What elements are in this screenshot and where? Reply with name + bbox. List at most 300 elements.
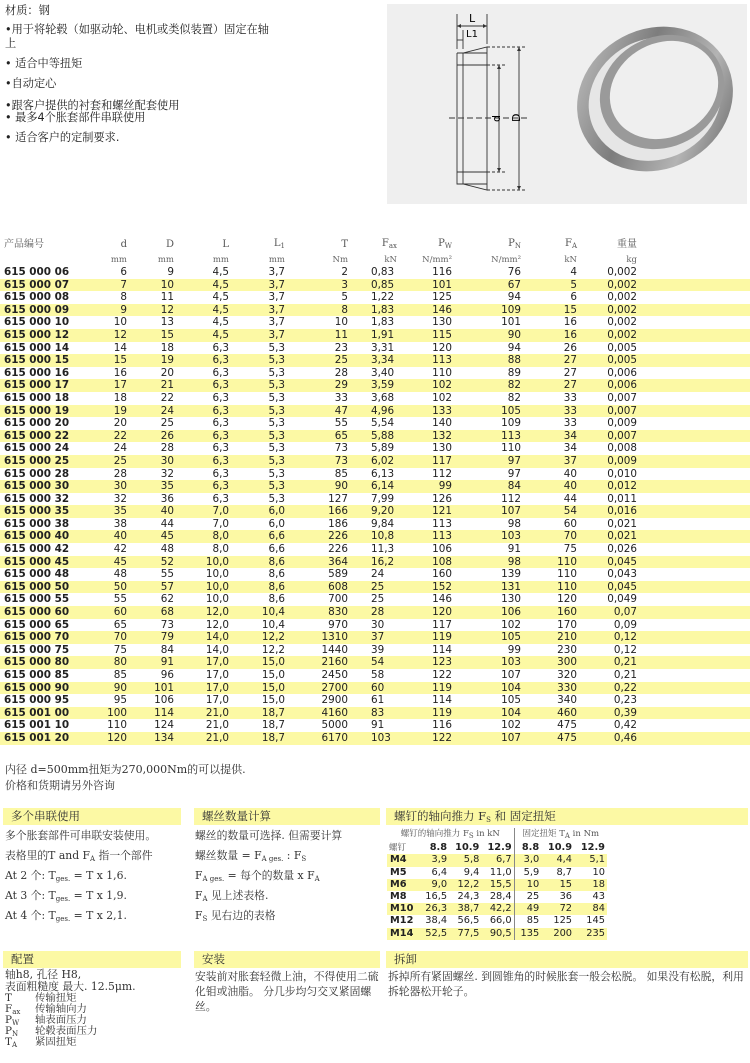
table-row (0, 430, 750, 443)
table-row (0, 354, 750, 367)
cell-d: 110 (107, 719, 127, 732)
cell-Pn: 104 (453, 707, 522, 720)
cell-d: 95 (113, 694, 127, 707)
cell-L1: 18,7 (230, 732, 286, 745)
cell-Fa: 460 (522, 707, 578, 720)
cap-force: 螺钉的轴向推力 $F_S$ in kN (387, 828, 514, 842)
material-text: 材质：钢 (5, 4, 50, 17)
cell-weight: 0,002 (607, 316, 637, 329)
cell-D: 106 (154, 694, 174, 707)
unit-Fax: kN (384, 255, 397, 265)
cell-L: 4,5 (175, 329, 230, 342)
cell-T: 1310 (286, 631, 349, 644)
cell-Fax: 4,96 (349, 405, 398, 418)
cell-Fa: 37 (522, 455, 578, 468)
cell-L: 21,0 (175, 732, 230, 745)
cell-Pw: 140 (432, 417, 452, 430)
screw-value: 84 (574, 903, 607, 915)
series-line-1: 多个胀套部件可串联安装使用。 (5, 829, 157, 842)
series-panel-title: 多个串联使用 (3, 808, 181, 825)
screw-value: 6,7 (481, 854, 514, 866)
remove-text: 拆掉所有紧固螺丝. 到圆锥角的时候胀套一般会松脱。 如果没有松脱，利用拆轮器松开轮子。 (388, 970, 744, 998)
cell-Pn: 101 (501, 316, 521, 329)
screw-value: 52,5 (420, 928, 450, 940)
cell-Fax: 39 (371, 643, 385, 656)
cell-Fa: 230 (557, 643, 577, 656)
table-row (0, 669, 750, 682)
cell-L1: 3,7 (230, 329, 286, 342)
cell-weight: 0,007 (607, 391, 637, 404)
cell-d: 35 (98, 505, 128, 518)
legend-Pw: $P_W$ 轴表面压力 (5, 1014, 87, 1027)
cell-Pn: 109 (501, 417, 521, 430)
cell-Pw: 146 (432, 593, 452, 606)
header-L: L (222, 239, 229, 250)
screw-value: 10 (514, 879, 541, 891)
screw-size: M8 (390, 891, 407, 903)
table-row (0, 719, 750, 732)
cell-L: 4,5 (175, 304, 230, 317)
cell-Pn: 82 (507, 391, 521, 404)
note-line-2: 价格和货期请另外咨询 (5, 779, 115, 792)
cell-weight: 0,016 (578, 505, 638, 518)
cell-L: 6,3 (212, 391, 229, 404)
cell-D: 68 (128, 606, 175, 619)
cell-Pw: 114 (432, 643, 452, 656)
cell-T: 90 (286, 480, 349, 493)
cell-L: 17,0 (205, 694, 229, 707)
cell-D: 25 (160, 417, 174, 430)
cell-Pw: 146 (398, 304, 453, 317)
cell-weight: 0,002 (607, 291, 637, 304)
series-line-2: 表格里的T and $F_A$ 指一个部件 (5, 849, 153, 863)
screwcalc-line-4: $F_A$ 见上述表格. (195, 889, 269, 903)
unit-L: mm (212, 255, 229, 265)
screw-value: 235 (574, 928, 607, 940)
screwcalc-line-2: 螺丝数量 = $F_{A ges.}$ : $F_S$ (195, 849, 307, 863)
cell-Fa: 26 (563, 341, 577, 354)
cell-d: 30 (98, 480, 128, 493)
cell-Fax: 1,91 (349, 329, 398, 342)
cell-weight: 0,045 (578, 556, 638, 569)
cell-L1: 5,3 (230, 455, 286, 468)
table-row (0, 342, 750, 355)
cell-Fax: 83 (349, 707, 398, 720)
cell-T: 127 (328, 492, 348, 505)
cell-Pn: 88 (453, 354, 522, 367)
cell-Pn: 109 (453, 304, 522, 317)
cell-L: 17,0 (175, 656, 230, 669)
table-row (0, 379, 750, 392)
cell-Fax: 0,85 (349, 279, 398, 292)
header-L1: $L_1$ (273, 238, 285, 250)
cell-L1: 3,7 (268, 291, 285, 304)
cell-weight: 0,043 (607, 568, 637, 581)
cell-d: 18 (113, 391, 127, 404)
cell-Pn: 130 (501, 593, 521, 606)
cell-d: 25 (98, 455, 128, 468)
cell-weight: 0,012 (578, 480, 638, 493)
cell-Pw: 101 (398, 279, 453, 292)
cell-code: 615 000 20 (4, 417, 70, 430)
cell-L: 6,3 (175, 405, 230, 418)
cell-Pw: 117 (398, 455, 453, 468)
cell-L: 21,0 (205, 719, 229, 732)
cell-Fa: 6 (570, 291, 577, 304)
cell-L1: 3,7 (230, 304, 286, 317)
cell-L: 6,3 (212, 467, 229, 480)
screw-value: 10 (592, 866, 605, 878)
cell-weight: 0,006 (578, 379, 638, 392)
screwcalc-panel-title: 螺丝数量计算 (194, 808, 380, 825)
cell-D: 26 (128, 430, 175, 443)
cell-L: 4,5 (212, 291, 229, 304)
bullet-2: • 适合中等扭矩 (5, 57, 83, 70)
cell-Fax: 3,40 (371, 366, 395, 379)
cell-Fax: 60 (349, 682, 398, 695)
table-row (0, 291, 750, 304)
cell-Pn: 84 (453, 480, 522, 493)
cell-T: 85 (334, 467, 348, 480)
bullet-5: • 最多4个胀套部件串联使用 (5, 111, 146, 124)
cell-Fax: 7,99 (371, 492, 395, 505)
screwcalc-line-3: $F_{A ges.}$ = 每个的数量 x $F_A$ (195, 869, 320, 883)
cross-section-drawing (387, 4, 747, 204)
cell-Fa: 110 (522, 581, 578, 594)
cell-d: 16 (113, 366, 127, 379)
cell-D: 101 (128, 682, 175, 695)
header-Fax: $F_{ax}$ (381, 238, 397, 250)
cell-L: 7,0 (212, 517, 229, 530)
cell-Pw: 114 (432, 694, 452, 707)
cell-D: 28 (160, 442, 174, 455)
cell-T: 73 (286, 455, 349, 468)
cell-Pn: 112 (501, 492, 521, 505)
table-row (0, 656, 750, 669)
cell-D: 11 (160, 291, 174, 304)
grade-force-8-8: 8.8 (429, 842, 448, 854)
cell-Pw: 122 (398, 732, 453, 745)
table-row (0, 392, 750, 405)
cell-L: 8,0 (175, 530, 230, 543)
cell-Pn: 90 (453, 329, 522, 342)
product-table (0, 236, 750, 745)
cell-code: 615 000 28 (4, 467, 70, 480)
cell-L1: 5,3 (230, 430, 286, 443)
cell-L1: 15,0 (261, 694, 285, 707)
cell-Fax: 3,68 (371, 391, 395, 404)
cell-Pn: 76 (507, 266, 521, 278)
table-row (0, 266, 750, 279)
cell-T: 10 (334, 316, 348, 329)
bullet-3: •自动定心 (5, 77, 57, 90)
cell-D: 40 (128, 505, 175, 518)
cell-weight: 0,007 (578, 430, 638, 443)
cell-Pw: 130 (432, 442, 452, 455)
cell-Pn: 105 (501, 694, 521, 707)
cell-Fax: 0,83 (371, 266, 395, 278)
cell-d: 9 (98, 304, 128, 317)
cell-L: 6,3 (212, 341, 229, 354)
header-Fa: $F_A$ (564, 238, 577, 250)
table-row (0, 493, 750, 506)
cell-L1: 3,7 (230, 279, 286, 292)
cell-Pw: 132 (398, 430, 453, 443)
cell-Pn: 102 (501, 719, 521, 732)
cell-weight: 0,22 (578, 682, 638, 695)
cell-T: 5 (341, 291, 348, 304)
cell-D: 45 (128, 530, 175, 543)
table-row (0, 581, 750, 594)
cell-L: 6,3 (175, 455, 230, 468)
product-drawing-panel (387, 4, 747, 204)
header-Pn: $P_N$ (508, 238, 521, 250)
cell-L1: 5,3 (268, 417, 285, 430)
cell-Pw: 120 (398, 606, 453, 619)
cell-L: 6,3 (212, 492, 229, 505)
unit-D: mm (157, 255, 174, 265)
table-row (0, 316, 750, 329)
screw-value: 42,2 (481, 903, 514, 915)
cell-code: 615 000 38 (4, 517, 70, 530)
screw-value: 5,1 (574, 854, 607, 866)
cell-Pn: 104 (453, 682, 522, 695)
cell-T: 2 (341, 266, 348, 278)
screwforce-table (387, 828, 607, 940)
cell-weight: 0,002 (607, 266, 637, 278)
table-row (0, 442, 750, 455)
cell-T: 1440 (321, 643, 348, 656)
cell-d: 32 (113, 492, 127, 505)
cell-code: 615 000 22 (0, 430, 98, 443)
cell-weight: 0,010 (607, 467, 637, 480)
cell-Pw: 133 (398, 405, 453, 418)
cell-Pw: 113 (432, 517, 452, 530)
intro-section (5, 4, 385, 151)
screw-value: 3,9 (420, 854, 450, 866)
cell-Fa: 210 (522, 631, 578, 644)
header-weight: 重量 (617, 239, 637, 250)
cell-L: 6,3 (175, 354, 230, 367)
cell-L: 6,3 (212, 442, 229, 455)
cell-Pw: 116 (432, 719, 452, 732)
cell-d: 6 (120, 266, 127, 278)
cell-Fa: 340 (557, 694, 577, 707)
size-note (5, 762, 246, 794)
cell-L: 14,0 (175, 631, 230, 644)
cell-Pw: 121 (398, 505, 453, 518)
cell-T: 2160 (286, 656, 349, 669)
table-row (0, 644, 750, 657)
cell-Fa: 475 (522, 732, 578, 745)
cell-Pn: 98 (507, 517, 521, 530)
cell-D: 21 (128, 379, 175, 392)
cell-Fax: 16,2 (349, 556, 398, 569)
cell-Fax: 37 (349, 631, 398, 644)
cell-Fax: 5,54 (371, 417, 395, 430)
cell-T: 970 (328, 618, 348, 631)
cell-Fax: 6,02 (349, 455, 398, 468)
cell-D: 9 (167, 266, 174, 278)
cell-d: 10 (113, 316, 127, 329)
cell-Fa: 160 (522, 606, 578, 619)
cell-Fa: 300 (522, 656, 578, 669)
cell-code: 615 000 24 (4, 442, 70, 455)
bullet-1: •用于将轮毂（如驱动轮、电机或类似装置）固定在轴上 (5, 23, 269, 50)
cell-T: 8 (286, 304, 349, 317)
cell-code: 615 000 65 (4, 618, 70, 631)
cell-code: 615 000 17 (0, 379, 98, 392)
cell-Fa: 170 (557, 618, 577, 631)
cell-Fax: 1,22 (371, 291, 395, 304)
cell-d: 55 (113, 593, 127, 606)
screw-value: 11,0 (481, 867, 514, 879)
cell-D: 35 (128, 480, 175, 493)
cell-weight: 0,021 (578, 530, 638, 543)
cell-D: 13 (160, 316, 174, 329)
cell-Pw: 112 (432, 467, 452, 480)
cell-Pn: 102 (501, 618, 521, 631)
cell-L1: 12,2 (261, 643, 285, 656)
cell-code: 615 000 09 (0, 304, 98, 317)
cell-weight: 0,008 (607, 442, 637, 455)
cell-Fa: 33 (522, 405, 578, 418)
grade-force-10-9: 10.9 (455, 842, 480, 854)
cell-Pw: 102 (398, 379, 453, 392)
cell-weight: 0,002 (578, 279, 638, 292)
cell-L1: 5,3 (268, 341, 285, 354)
screw-size: M10 (387, 903, 420, 915)
legend-T: T 传输扭矩 (5, 992, 77, 1004)
screw-value: 3,0 (514, 854, 541, 866)
cell-D: 32 (160, 467, 174, 480)
cell-code: 615 000 75 (4, 643, 70, 656)
cell-L1: 6,6 (268, 543, 285, 556)
screw-value: 72 (541, 903, 574, 915)
cell-d: 70 (98, 631, 128, 644)
bullet-4: •跟客户提供的衬套和螺丝配套使用 (5, 99, 180, 112)
cell-d: 20 (113, 417, 127, 430)
screw-value: 28,4 (481, 891, 514, 903)
screw-value: 26,3 (420, 903, 450, 915)
cell-d: 80 (98, 656, 128, 669)
cell-weight: 0,07 (578, 606, 638, 619)
cell-Pw: 125 (432, 291, 452, 304)
cell-weight: 0,011 (607, 492, 637, 505)
cell-d: 50 (98, 581, 128, 594)
cell-Fax: 91 (371, 719, 385, 732)
cell-Fax: 103 (349, 732, 398, 745)
cell-T: 6170 (286, 732, 349, 745)
cell-code: 615 000 19 (0, 405, 98, 418)
cell-code: 615 000 12 (0, 329, 98, 342)
screw-value: 38,7 (449, 903, 481, 915)
screw-value: 145 (586, 915, 605, 927)
table-row (0, 543, 750, 556)
cell-Pn: 107 (453, 732, 522, 745)
cell-weight: 0,009 (607, 417, 637, 430)
series-line-3: At 2 个: $T_{ges.} = T$ x 1,6. (5, 869, 127, 883)
ring-photo (552, 4, 747, 198)
cell-T: 47 (286, 405, 349, 418)
cell-D: 20 (160, 366, 174, 379)
screw-col-header: 螺钉 (389, 843, 407, 854)
cell-L: 4,5 (175, 279, 230, 292)
cell-Pn: 82 (453, 379, 522, 392)
cell-code: 615 000 25 (0, 455, 98, 468)
screw-value: 25 (526, 891, 540, 903)
series-line-5: At 4 个: $T_{ges.} = T$ x 2,1. (5, 909, 127, 923)
cell-Fax: 61 (371, 694, 385, 707)
cell-Fa: 27 (563, 366, 577, 379)
cell-L: 6,3 (175, 430, 230, 443)
cell-D: 73 (160, 618, 174, 631)
cell-d: 19 (98, 405, 128, 418)
cell-Pn: 107 (453, 505, 522, 518)
table-row (0, 367, 750, 380)
cell-code: 615 000 42 (4, 543, 70, 556)
cell-Pn: 105 (453, 631, 522, 644)
cell-L1: 6,0 (268, 517, 285, 530)
cell-L1: 5,3 (268, 391, 285, 404)
cell-L: 17,0 (175, 682, 230, 695)
cell-Fa: 16 (563, 316, 577, 329)
cell-Fa: 27 (522, 379, 578, 392)
screw-size: M6 (387, 879, 420, 891)
cell-d: 40 (98, 530, 128, 543)
screw-value: 6,4 (431, 866, 448, 878)
cell-Pn: 94 (507, 341, 521, 354)
cell-weight: 0,002 (578, 304, 638, 317)
table-row (0, 606, 750, 619)
unit-Fa: kN (564, 255, 577, 265)
cell-weight: 0,007 (578, 405, 638, 418)
screw-value: 5,9 (523, 866, 540, 878)
cell-L1: 8,6 (268, 593, 285, 606)
cell-Fa: 33 (563, 391, 577, 404)
cell-Pn: 97 (507, 467, 521, 480)
screw-value: 85 (526, 915, 540, 927)
cell-Fax: 3,59 (349, 379, 398, 392)
cell-weight: 0,12 (578, 631, 638, 644)
cell-code: 615 000 80 (0, 656, 98, 669)
cell-L: 10,0 (175, 556, 230, 569)
cell-T: 33 (334, 391, 348, 404)
cell-D: 48 (160, 543, 174, 556)
cell-Fa: 70 (522, 530, 578, 543)
screw-value: 90,5 (481, 928, 514, 940)
cell-L1: 8,6 (230, 581, 286, 594)
cell-L: 14,0 (205, 643, 229, 656)
screw-value: 38,4 (425, 915, 448, 927)
cell-code: 615 000 16 (4, 366, 70, 379)
cell-code: 615 000 14 (4, 341, 70, 354)
table-row (0, 505, 750, 518)
screw-value: 49 (514, 903, 541, 915)
screw-row (387, 867, 607, 879)
cell-Pw: 119 (398, 707, 453, 720)
cell-T: 65 (286, 430, 349, 443)
cell-Pw: 160 (432, 568, 452, 581)
cell-weight: 0,09 (613, 618, 637, 631)
header-D: D (165, 239, 174, 250)
cell-d: 65 (113, 618, 127, 631)
cell-L1: 15,0 (230, 682, 286, 695)
cell-L1: 6,6 (230, 530, 286, 543)
cell-L: 7,0 (175, 505, 230, 518)
cell-code: 615 000 55 (4, 593, 70, 606)
screwforce-panel-title: 螺钉的轴向推力 $F_S$ 和 固定扭矩 (386, 808, 748, 825)
